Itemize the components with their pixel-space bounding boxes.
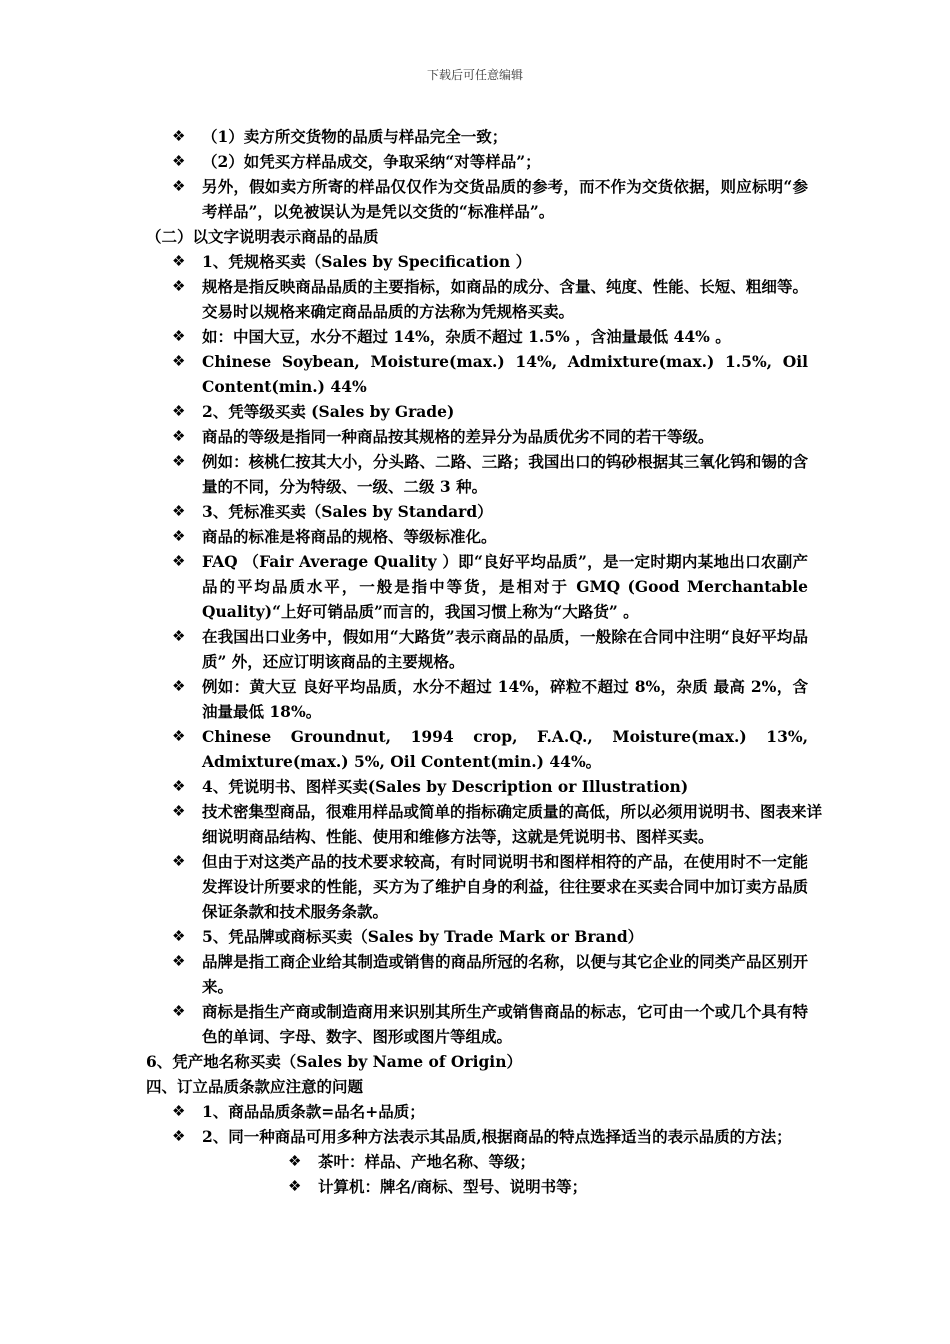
diamond-bullet-icon: ❖: [172, 1127, 186, 1145]
list-item: [172, 524, 808, 549]
section-heading: 6、凭产地名称买卖（Sales by Name of Origin）: [146, 1052, 522, 1071]
list-item: [172, 274, 808, 324]
diamond-bullet-icon: ❖: [172, 127, 186, 145]
section-heading: （二）以文字说明表示商品的品质: [146, 227, 379, 246]
diamond-bullet-icon: ❖: [172, 802, 186, 820]
diamond-bullet-icon: ❖: [172, 427, 186, 445]
list-item-text: Chinese Groundnut, 1994 crop, F.A.Q., Moisture(max.) 13%, Admixture(max.) 5%, Oil Content(min.) 44%。: [202, 727, 808, 771]
list-item: [172, 449, 808, 499]
list-item-text: 2、同一种商品可用多种方法表示其品质,根据商品的特点选择适当的表示品质的方法；: [202, 1127, 792, 1146]
diamond-bullet-icon: ❖: [288, 1177, 302, 1195]
section-heading: 四、订立品质条款应注意的问题: [146, 1077, 364, 1096]
diamond-bullet-icon: ❖: [172, 727, 186, 745]
list-item: [172, 674, 808, 724]
list-item: [172, 549, 808, 624]
list-item-text: FAQ （Fair Average Quality ）即“良好平均品质”，是一定时期内某地出口农副产品的平均品质水平，一般是指中等货，是相对于 GMQ (Good Merchantable Quality)“上好可销品质”而言的，我国习惯上称为“大路货” 。: [202, 552, 808, 621]
list-item: [172, 249, 808, 274]
list-item: [172, 499, 808, 524]
list-item: [172, 774, 808, 799]
list-item-text: （1）卖方所交货物的品质与样品完全一致；: [202, 127, 508, 146]
list-item: [172, 724, 808, 774]
list-item-text: 1、凭规格买卖（Sales by Specification ）: [202, 252, 532, 271]
diamond-bullet-icon: ❖: [172, 1002, 186, 1020]
list-item-text: 1、商品品质条款=品名+品质；: [202, 1102, 425, 1121]
list-item: [172, 1124, 808, 1149]
list-item-text: 5、凭品牌或商标买卖（Sales by Trade Mark or Brand）: [202, 927, 644, 946]
list-item-text: 例如：核桃仁按其大小，分头路、二路、三路；我国出口的钨砂根据其三氧化钨和锡的含量的不同，分为特级、一级、二级 3 种。: [202, 452, 808, 496]
list-item: [172, 324, 808, 349]
list-item-text: 如：中国大豆，水分不超过 14%，杂质不超过 1.5% ，含油量最低 44% 。: [202, 327, 731, 346]
list-item-text: 另外，假如卖方所寄的样品仅仅作为交货品质的参考，而不作为交货依据，则应标明“参考样品”，以免被误认为是凭以交货的“标准样品”。: [202, 177, 808, 221]
diamond-bullet-icon: ❖: [172, 852, 186, 870]
diamond-bullet-icon: ❖: [172, 777, 186, 795]
list-item: [172, 349, 808, 399]
diamond-bullet-icon: ❖: [172, 952, 186, 970]
diamond-bullet-icon: ❖: [288, 1152, 302, 1170]
sub-list-item: [288, 1174, 808, 1199]
list-item: [172, 124, 808, 149]
list-item-text: （2）如凭买方样品成交，争取采纳“对等样品”；: [202, 152, 541, 171]
diamond-bullet-icon: ❖: [172, 277, 186, 295]
list-item-text: 但由于对这类产品的技术要求较高，有时同说明书和图样相符的产品，在使用时不一定能发挥设计所要求的性能，买方为了维护自身的利益，往往要求在买卖合同中加订卖方品质保证条款和技术服务条款。: [202, 852, 808, 921]
list-item-text: 商品的标准是将商品的规格、等级标准化。: [202, 527, 497, 546]
diamond-bullet-icon: ❖: [172, 927, 186, 945]
list-item: [172, 424, 808, 449]
diamond-bullet-icon: ❖: [172, 452, 186, 470]
diamond-bullet-icon: ❖: [172, 402, 186, 420]
list-item-text: 4、凭说明书、图样买卖(Sales by Description or Illustration): [202, 777, 689, 796]
list-item-text: 在我国出口业务中，假如用“大路货”表示商品的品质，一般除在合同中注明“良好平均品质” 外，还应订明该商品的主要规格。: [202, 627, 808, 671]
sub-list-item: [288, 1149, 808, 1174]
list-item-text: 3、凭标准买卖（Sales by Standard）: [202, 502, 493, 521]
list-item-text: 例如：黄大豆 良好平均品质，水分不超过 14%，碎粒不超过 8%，杂质 最高 2%，含油量最低 18%。: [202, 677, 808, 721]
list-item: [172, 799, 823, 849]
list-item: [172, 999, 808, 1049]
document-body: [0, 124, 950, 1199]
diamond-bullet-icon: ❖: [172, 677, 186, 695]
list-item-text: 品牌是指工商企业给其制造或销售的商品所冠的名称，以便与其它企业的同类产品区别开来。: [202, 952, 808, 996]
diamond-bullet-icon: ❖: [172, 627, 186, 645]
list-item-text: 计算机：牌名/商标、型号、说明书等；: [318, 1177, 588, 1196]
list-item: [172, 1099, 808, 1124]
list-item: [172, 399, 808, 424]
list-item-text: Chinese Soybean, Moisture(max.) 14%, Admixture(max.) 1.5%, Oil Content(min.) 44%: [202, 352, 808, 396]
list-item: [172, 149, 808, 174]
list-item: [172, 924, 808, 949]
list-item-text: 茶叶：样品、产地名称、等级；: [318, 1152, 536, 1171]
diamond-bullet-icon: ❖: [172, 502, 186, 520]
list-item: [172, 849, 808, 924]
diamond-bullet-icon: ❖: [172, 527, 186, 545]
diamond-bullet-icon: ❖: [172, 1102, 186, 1120]
list-item-text: 规格是指反映商品品质的主要指标，如商品的成分、含量、纯度、性能、长短、粗细等。交易时以规格来确定商品品质的方法称为凭规格买卖。: [202, 277, 808, 321]
diamond-bullet-icon: ❖: [172, 552, 186, 570]
list-item-text: 商标是指生产商或制造商用来识别其所生产或销售商品的标志，它可由一个或几个具有特色的单词、字母、数字、图形或图片等组成。: [202, 1002, 808, 1046]
list-item: [172, 624, 808, 674]
diamond-bullet-icon: ❖: [172, 252, 186, 270]
diamond-bullet-icon: ❖: [172, 177, 186, 195]
diamond-bullet-icon: ❖: [172, 327, 186, 345]
list-item: [172, 949, 808, 999]
list-item-text: 商品的等级是指同一种商品按其规格的差异分为品质优劣不同的若干等级。: [202, 427, 714, 446]
diamond-bullet-icon: ❖: [172, 152, 186, 170]
list-item-text: 技术密集型商品，很难用样品或简单的指标确定质量的高低，所以必须用说明书、图表来详细说明商品结构、性能、使用和维修方法等，这就是凭说明书、图样买卖。: [202, 802, 823, 846]
list-item: [172, 174, 808, 224]
page-header: 下载后可任意编辑: [426, 68, 523, 82]
diamond-bullet-icon: ❖: [172, 352, 186, 370]
list-item-text: 2、凭等级买卖 (Sales by Grade): [202, 402, 455, 421]
